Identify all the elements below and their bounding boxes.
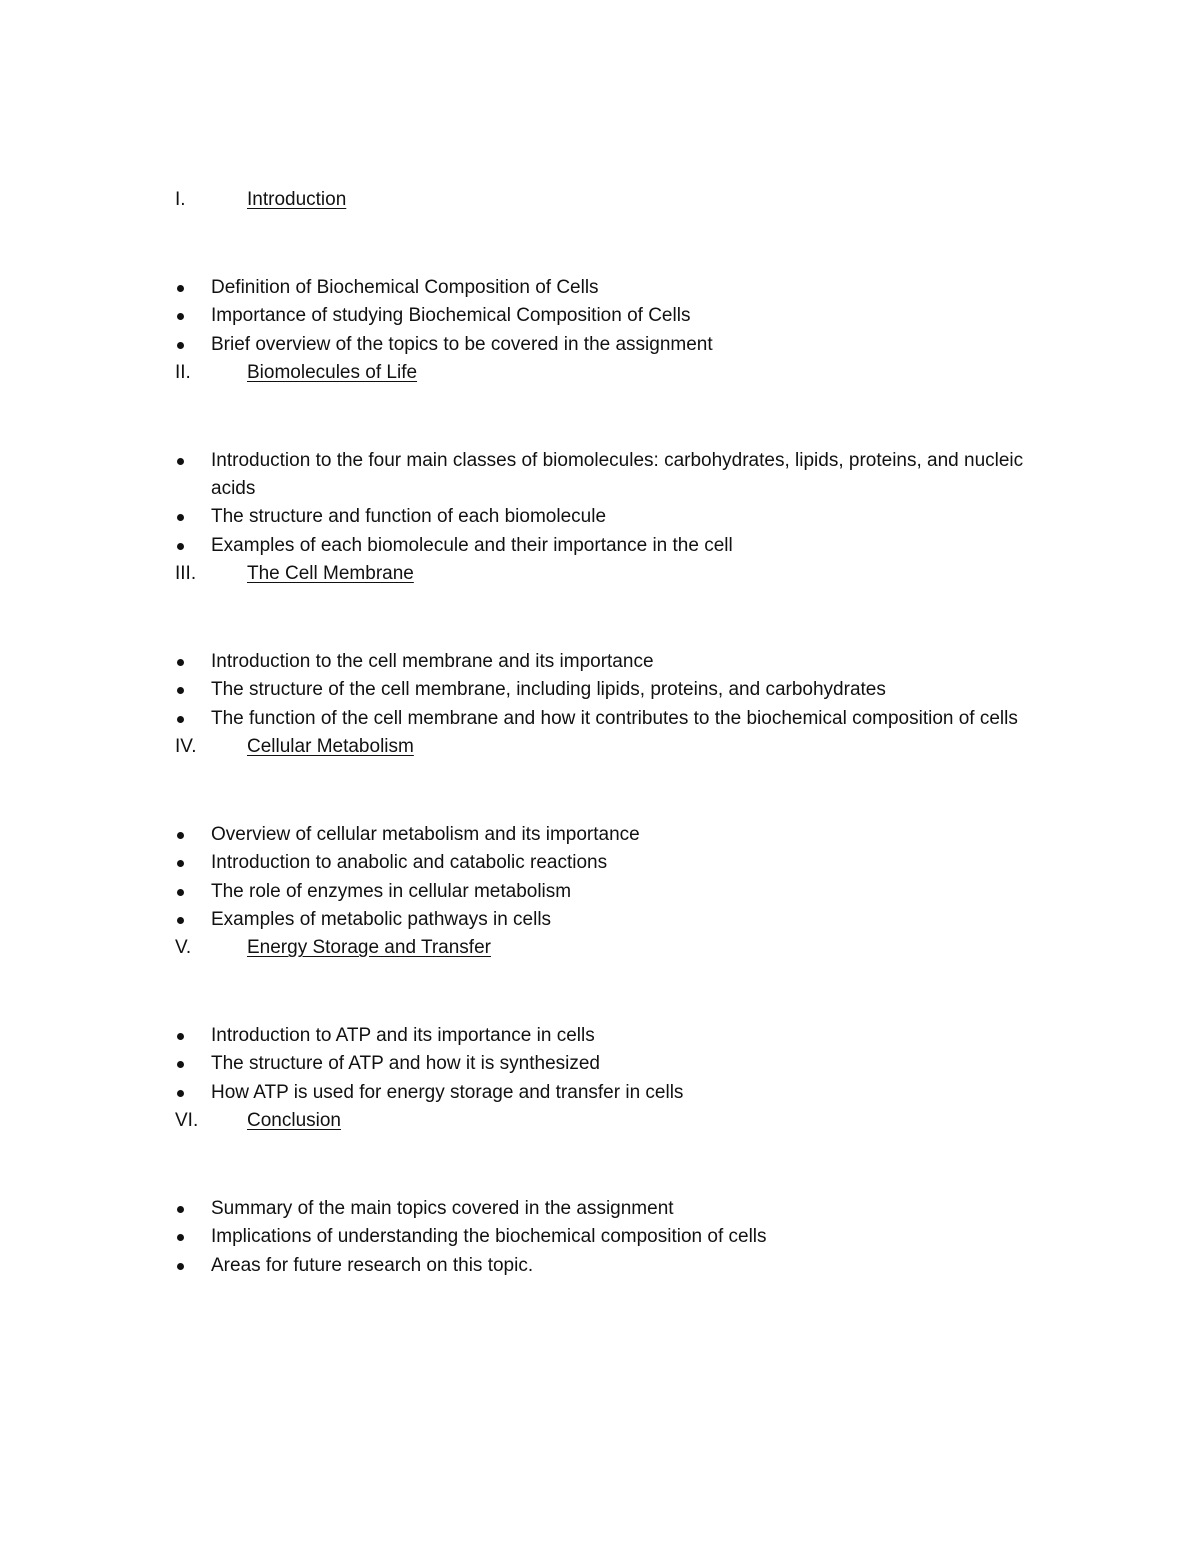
- bullet-text: Summary of the main topics covered in the assignment: [211, 1198, 674, 1220]
- bullet-item: [175, 532, 1035, 560]
- bullet-icon: [177, 860, 184, 867]
- section-heading: [175, 186, 1035, 214]
- bullet-icon: [177, 1061, 184, 1068]
- bullet-text: Examples of metabolic pathways in cells: [211, 908, 552, 930]
- section-biomolecules: [175, 359, 1035, 560]
- bullet-text: Areas for future research on this topic.: [211, 1254, 534, 1276]
- section-title: Introduction: [247, 189, 347, 210]
- bullet-text: Introduction to ATP and its importance in cells: [211, 1025, 595, 1047]
- bullet-text: Definition of Biochemical Composition of Cells: [211, 277, 599, 298]
- bullet-text: Importance of studying Biochemical Composition of Cells: [211, 305, 691, 327]
- section-conclusion: [175, 1107, 1035, 1280]
- bullet-icon: [177, 285, 184, 292]
- bullet-icon: [177, 1090, 184, 1097]
- bullet-list: [175, 648, 1035, 733]
- bullet-icon: [177, 659, 184, 666]
- section-title: Conclusion: [247, 1110, 341, 1132]
- bullet-text: Implications of understanding the biochemical composition of cells: [211, 1226, 767, 1248]
- bullet-item: [175, 648, 1035, 676]
- bullet-item: [175, 331, 1035, 359]
- bullet-icon: [177, 514, 184, 521]
- bullet-item: [175, 1079, 1035, 1107]
- bullet-item: [175, 1022, 1035, 1050]
- section-numeral: V.: [175, 937, 192, 959]
- section-numeral: I.: [175, 189, 186, 210]
- section-numeral: II.: [175, 361, 191, 383]
- section-cell-membrane: [175, 560, 1035, 733]
- bullet-icon: [177, 313, 184, 320]
- bullet-icon: [177, 1206, 184, 1213]
- section-energy-storage: [175, 934, 1035, 1107]
- bullet-text: Introduction to the four main classes of biomolecules: carbohydrates, lipids, proteins, and nucleic acids: [211, 449, 1024, 500]
- bullet-icon: [177, 687, 184, 694]
- section-heading: [175, 359, 1035, 387]
- bullet-text: Introduction to the cell membrane and its importance: [211, 651, 654, 673]
- section-title: The Cell Membrane: [247, 563, 414, 585]
- bullet-icon: [177, 1263, 184, 1270]
- outline: [175, 186, 1035, 1280]
- bullet-item: [175, 1050, 1035, 1078]
- section-numeral: IV.: [175, 735, 197, 757]
- bullet-text: The structure of ATP and how it is synthesized: [211, 1053, 600, 1075]
- bullet-item: [175, 849, 1035, 877]
- bullet-item: [175, 878, 1035, 906]
- bullet-text: Examples of each biomolecule and their importance in the cell: [211, 534, 733, 556]
- section-title: Cellular Metabolism: [247, 735, 414, 757]
- section-cellular-metabolism: [175, 733, 1035, 934]
- bullet-item: [175, 274, 1035, 302]
- bullet-item: [175, 447, 1035, 504]
- bullet-icon: [177, 1234, 184, 1241]
- bullet-list: [175, 821, 1035, 934]
- bullet-text: Brief overview of the topics to be covered in the assignment: [211, 333, 713, 355]
- bullet-text: The function of the cell membrane and how it contributes to the biochemical composition of cells: [211, 707, 1018, 729]
- section-introduction: [175, 186, 1035, 359]
- bullet-icon: [177, 832, 184, 839]
- bullet-icon: [177, 543, 184, 550]
- bullet-item: [175, 676, 1035, 704]
- section-heading: [175, 733, 1035, 761]
- section-heading: [175, 560, 1035, 588]
- section-heading: [175, 1107, 1035, 1135]
- bullet-text: The role of enzymes in cellular metabolism: [211, 880, 572, 902]
- bullet-icon: [177, 917, 184, 924]
- bullet-icon: [177, 1033, 184, 1040]
- section-numeral: III.: [175, 563, 197, 585]
- section-numeral: VI.: [175, 1110, 199, 1132]
- bullet-item: [175, 503, 1035, 531]
- section-heading: [175, 934, 1035, 962]
- bullet-icon: [177, 342, 184, 349]
- bullet-item: [175, 302, 1035, 330]
- bullet-list: [175, 447, 1035, 560]
- bullet-item: [175, 1223, 1035, 1251]
- section-title: Energy Storage and Transfer: [247, 937, 491, 959]
- bullet-item: [175, 1252, 1035, 1280]
- bullet-item: [175, 1195, 1035, 1223]
- bullet-list: [175, 274, 1035, 359]
- bullet-icon: [177, 889, 184, 896]
- bullet-list: [175, 1195, 1035, 1280]
- bullet-text: Introduction to anabolic and catabolic reactions: [211, 852, 608, 874]
- bullet-text: How ATP is used for energy storage and transfer in cells: [211, 1081, 684, 1103]
- bullet-text: The structure and function of each biomolecule: [211, 506, 607, 528]
- bullet-list: [175, 1022, 1035, 1107]
- bullet-icon: [177, 716, 184, 723]
- section-title: Biomolecules of Life: [247, 361, 418, 383]
- bullet-icon: [177, 458, 184, 465]
- bullet-text: Overview of cellular metabolism and its importance: [211, 823, 640, 845]
- bullet-text: The structure of the cell membrane, including lipids, proteins, and carbohydrates: [211, 679, 886, 701]
- bullet-item: [175, 906, 1035, 934]
- bullet-item: [175, 705, 1035, 733]
- bullet-item: [175, 821, 1035, 849]
